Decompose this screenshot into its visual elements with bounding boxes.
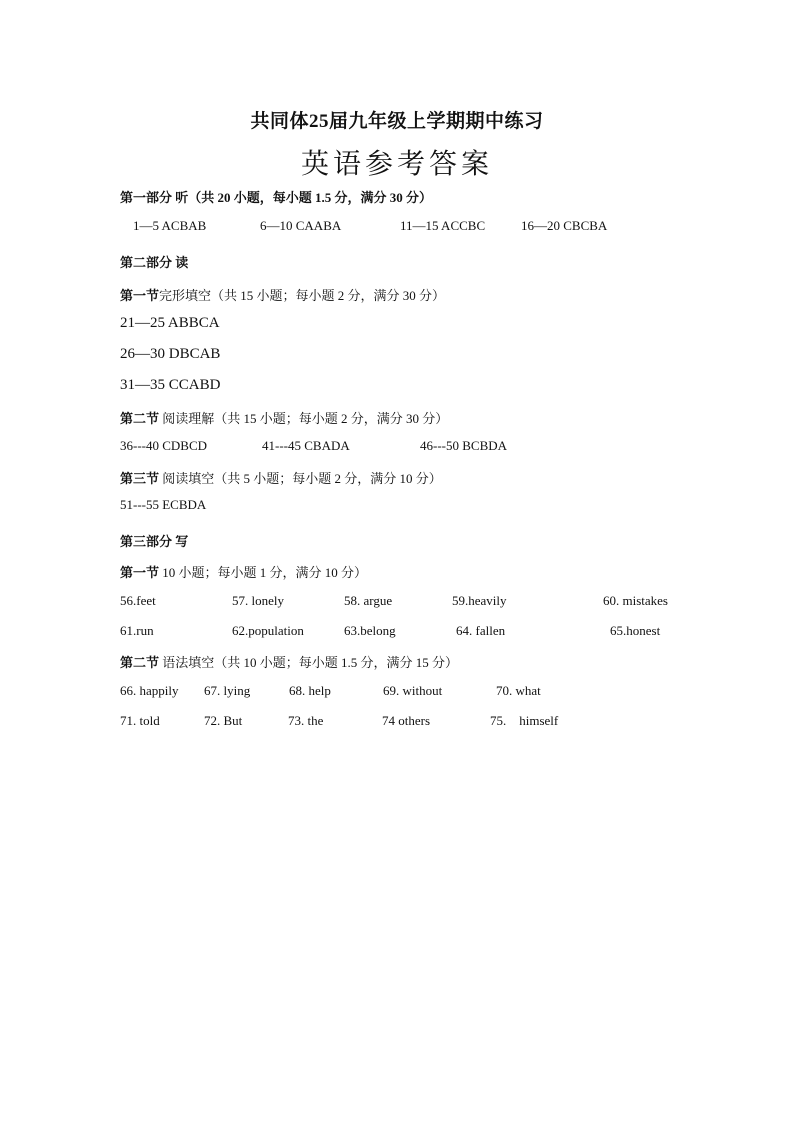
part3-section1-row2-item-5: 65.honest [610,623,661,638]
part1-answer-4: 16—20 CBCBA [521,218,608,233]
section-title: 第二节 [120,411,160,426]
section-desc: 语法填空（共 10 小题；每小题 1.5 分，满分 15 分） [159,655,459,670]
part3-section2-row2-item-3: 73. the [288,713,324,728]
part3-section1-row1-item-2: 57. lonely [232,593,284,608]
part3-section2-row1-item-2: 67. lying [204,683,251,698]
part3-section1-row1-item-5: 60. mistakes [603,593,668,608]
part3-section1-heading [120,562,367,581]
part3-section1-row2-item-2: 62.population [232,623,304,638]
part3-section1-row1-item-1: 56.feet [120,593,156,608]
part2-heading: 第二部分 读 [120,255,189,270]
section-desc: 10 小题；每小题 1 分，满分 10 分） [159,565,368,580]
section-title: 第一节 [120,565,160,580]
part3-section2-row1-item-3: 68. help [289,683,331,698]
part1-heading: 第一部分 听（共 20 小题，每小题 1.5 分，满分 30 分） [120,190,433,205]
part3-section2-row1-item-1: 66. happily [120,683,179,698]
part1-answer-2: 6—10 CAABA [260,218,342,233]
part2-section1-answer-1: 21—25 ABBCA [120,315,220,331]
part3-section2-row2-item-4: 74 others [382,713,431,728]
part1-answer-3: 11—15 ACCBC [400,218,486,233]
part3-section1-row2-item-3: 63.belong [344,623,396,638]
part2-section2-answer-2: 41---45 CBADA [262,438,350,453]
section-title: 第一节 [120,288,160,303]
part2-section2-answer-3: 46---50 BCBDA [420,438,508,453]
part2-section1-heading [120,285,445,304]
part3-section1-row2-item-4: 64. fallen [456,623,506,638]
part2-section3-answer-1: 51---55 ECBDA [120,497,207,512]
part3-section2-row1-item-5: 70. what [496,683,541,698]
part1-answer-1: 1—5 ACBAB [133,218,207,233]
part3-section2-row2-item-1: 71. told [120,713,160,728]
section-desc: 完形填空（共 15 小题；每小题 2 分，满分 30 分） [159,288,446,303]
section-title: 第三节 [120,471,160,486]
part3-section2-row2-item-5: 75. himself [490,713,559,728]
part2-section1-answer-2: 26—30 DBCAB [120,346,221,362]
document-title: 共同体25届九年级上学期期中练习 [250,111,544,132]
part3-heading: 第三部分 写 [120,534,189,549]
part3-section1-row2-item-1: 61.run [120,623,154,638]
part2-section1-answer-3: 31—35 CCABD [120,377,221,393]
section-title: 第二节 [120,655,160,670]
part3-section2-row2-item-2: 72. But [204,713,243,728]
part3-section1-row1-item-3: 58. argue [344,593,393,608]
part2-section2-heading [120,408,448,427]
document-subtitle: 英语参考答案 [300,147,493,180]
section-desc: 阅读理解（共 15 小题；每小题 2 分，满分 30 分） [159,411,449,426]
part3-section1-row1-item-4: 59.heavily [452,593,507,608]
part2-section2-answer-1: 36---40 CDBCD [120,438,208,453]
part3-section2-row1-item-4: 69. without [383,683,443,698]
section-desc: 阅读填空（共 5 小题；每小题 2 分，满分 10 分） [159,471,442,486]
part2-section3-heading [120,468,442,487]
part3-section2-heading [120,652,458,671]
